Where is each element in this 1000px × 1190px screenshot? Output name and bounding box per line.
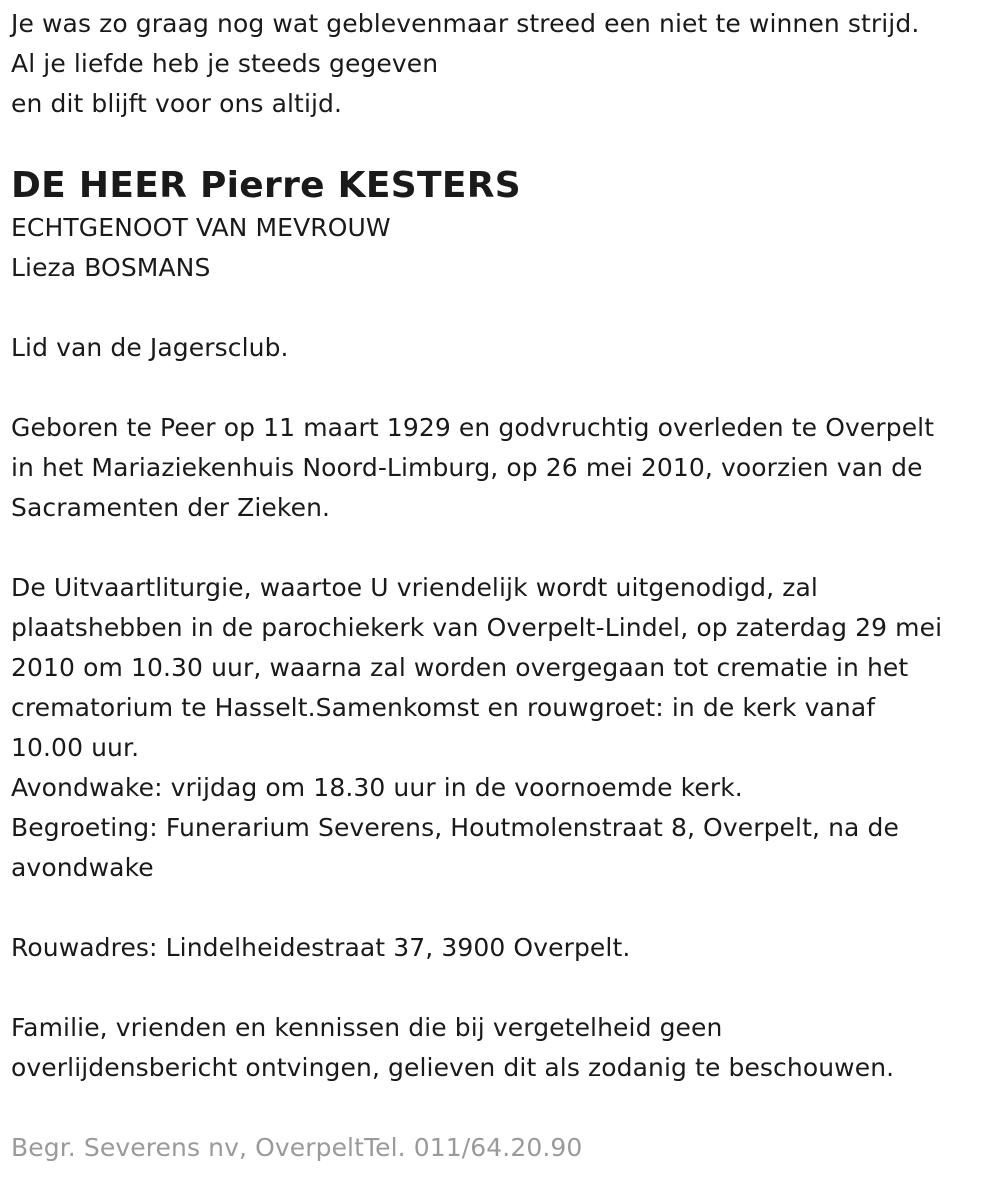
paragraph-line: overlijdensbericht ontvingen, gelieven dit als zodanig te beschouwen. — [11, 1053, 895, 1082]
paragraph-line: Sacramenten der Zieken. — [11, 493, 331, 522]
spouse-name: Lieza BOSMANS — [11, 253, 211, 282]
paragraph-line: Begroeting: Funerarium Severens, Houtmolenstraat 8, Overpelt, na de — [11, 813, 899, 842]
paragraph-line: Geboren te Peer op 11 maart 1929 en godvruchtig overleden te Overpelt — [11, 413, 935, 442]
poem-line: Je was zo graag nog wat geblevenmaar streed een niet te winnen strijd. — [11, 9, 920, 38]
relation: ECHTGENOOT VAN MEVROUW — [11, 213, 391, 242]
paragraph-line: De Uitvaartliturgie, waartoe U vriendelijk wordt uitgenodigd, zal — [11, 573, 818, 602]
paragraph-line: plaatshebben in de parochiekerk van Overpelt-Lindel, op zaterdag 29 mei — [11, 613, 943, 642]
paragraph-line: 10.00 uur. — [11, 733, 140, 762]
paragraph-line: in het Mariaziekenhuis Noord-Limburg, op 26 mei 2010, voorzien van de — [11, 453, 923, 482]
mourning-address: Rouwadres: Lindelheidestraat 37, 3900 Overpelt. — [11, 933, 631, 962]
deceased-name: DE HEER Pierre KESTERS — [11, 165, 521, 206]
poem — [11, 4, 989, 124]
poem-line: Al je liefde heb je steeds gegeven — [11, 49, 439, 78]
paragraph-line: Avondwake: vrijdag om 18.30 uur in de voornoemde kerk. — [11, 773, 743, 802]
birth-death-paragraph — [11, 408, 989, 528]
poem-line: en dit blijft voor ons altijd. — [11, 89, 343, 118]
paragraph-line: crematorium te Hasselt.Samenkomst en rouwgroet: in de kerk vanaf — [11, 693, 876, 722]
membership: Lid van de Jagersclub. — [11, 333, 289, 362]
closing-paragraph — [11, 1008, 989, 1088]
funeral-home-footer: Begr. Severens nv, OverpeltTel. 011/64.20.90 — [11, 1133, 583, 1162]
paragraph-line: 2010 om 10.30 uur, waarna zal worden overgegaan tot crematie in het — [11, 653, 909, 682]
paragraph-line: avondwake — [11, 853, 154, 882]
paragraph-line: Familie, vrienden en kennissen die bij vergetelheid geen — [11, 1013, 723, 1042]
funeral-paragraph — [11, 568, 989, 888]
